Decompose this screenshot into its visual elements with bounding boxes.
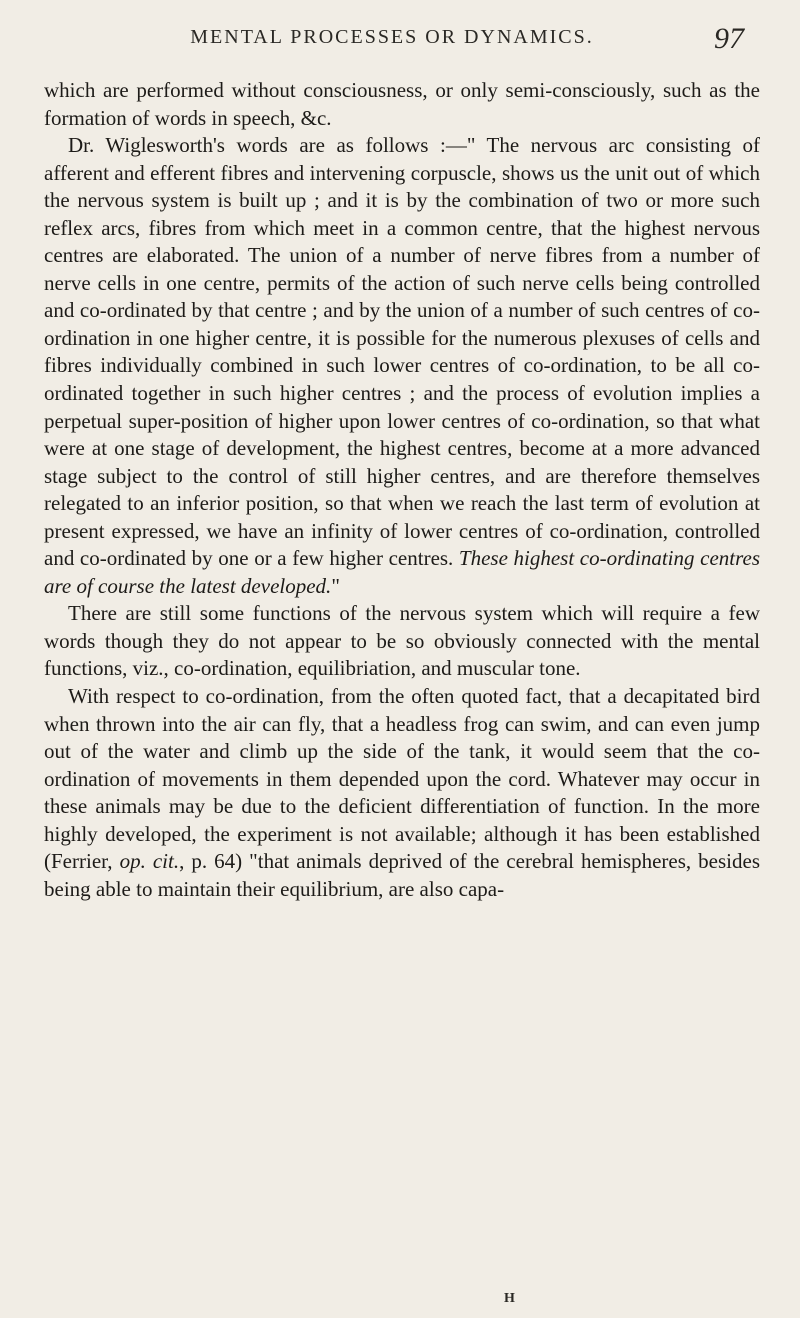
paragraph — [44, 600, 760, 683]
paragraph-text: There are still some functions of the nervous system which will require a few words though they do not appear to be so obviously connected with the mental functions, viz., co-ordination, equilibriation, and muscular tone. — [44, 601, 760, 681]
paragraph-text: Dr. Wiglesworth's words are as follows :—" The nervous arc consisting of afferent and efferent fibres and intervening corpuscle, shows us the unit out of which the nervous system is built up ; and it is by the combination of two or more such reflex arcs, fibres from which meet in a common centre, that the highest nervous centres are elaborated. The union of a number of nerve fibres from a number of nerve cells in one centre, permits of the action of such nerve cells being controlled and co-ordinated by that centre ; and by the union of a number of such centres of co-ordination in one higher centre, it is possible for the numerous plexuses of cells and fibres individually combined in such lower centres of co-ordination, to be all co-ordinated together in such higher centres ; and the process of evolution implies a perpetual super-position of higher upon lower centres of co-ordination, so that what were at one stage of development, the highest centres, become at a more advanced stage subject to the control of still higher centres, and are therefore themselves relegated to an inferior position, so that when we reach the last term of evolution at present expressed, we have an infinity of lower centres of co-ordination, controlled and co-ordinated by one or a few higher centres. — [44, 133, 760, 571]
italic-quote-ending: These highest co-ordinating centres are of course the latest developed. — [44, 546, 760, 598]
running-head: MENTAL PROCESSES OR DYNAMICS. — [190, 26, 594, 48]
italic-citation: op. cit. — [119, 849, 180, 874]
paragraph-text: which are performed without consciousness, or only semi-consciously, such as the formation of words in speech, &c. — [44, 78, 760, 130]
paragraph-coordination — [44, 683, 760, 903]
page-number: 97 — [714, 22, 744, 55]
paragraph-text-continued: , p. 64) "that animals deprived of the cerebral hemispheres, besides being able to maintain their equilibrium, are also capa- — [44, 849, 761, 901]
closing-quote-mark: " — [331, 573, 340, 598]
body-text — [44, 77, 760, 903]
paragraph-text: With respect to co-ordination, from the often quoted fact, that a decapitated bird when thrown into the air can fly, that a headless frog can swim, and can even jump out of the water and climb up the side of the tank, it would seem that the co-ordination of movements in them depended upon the cord. Whatever may occur in these animals may be due to the deficient differentiation of function. In the more highly developed, the experiment is not available; although it has been established (Ferrier, — [44, 684, 760, 874]
signature-mark: H — [504, 1291, 515, 1306]
paragraph-wiglesworth-quote — [44, 132, 760, 600]
paragraph — [44, 77, 760, 132]
